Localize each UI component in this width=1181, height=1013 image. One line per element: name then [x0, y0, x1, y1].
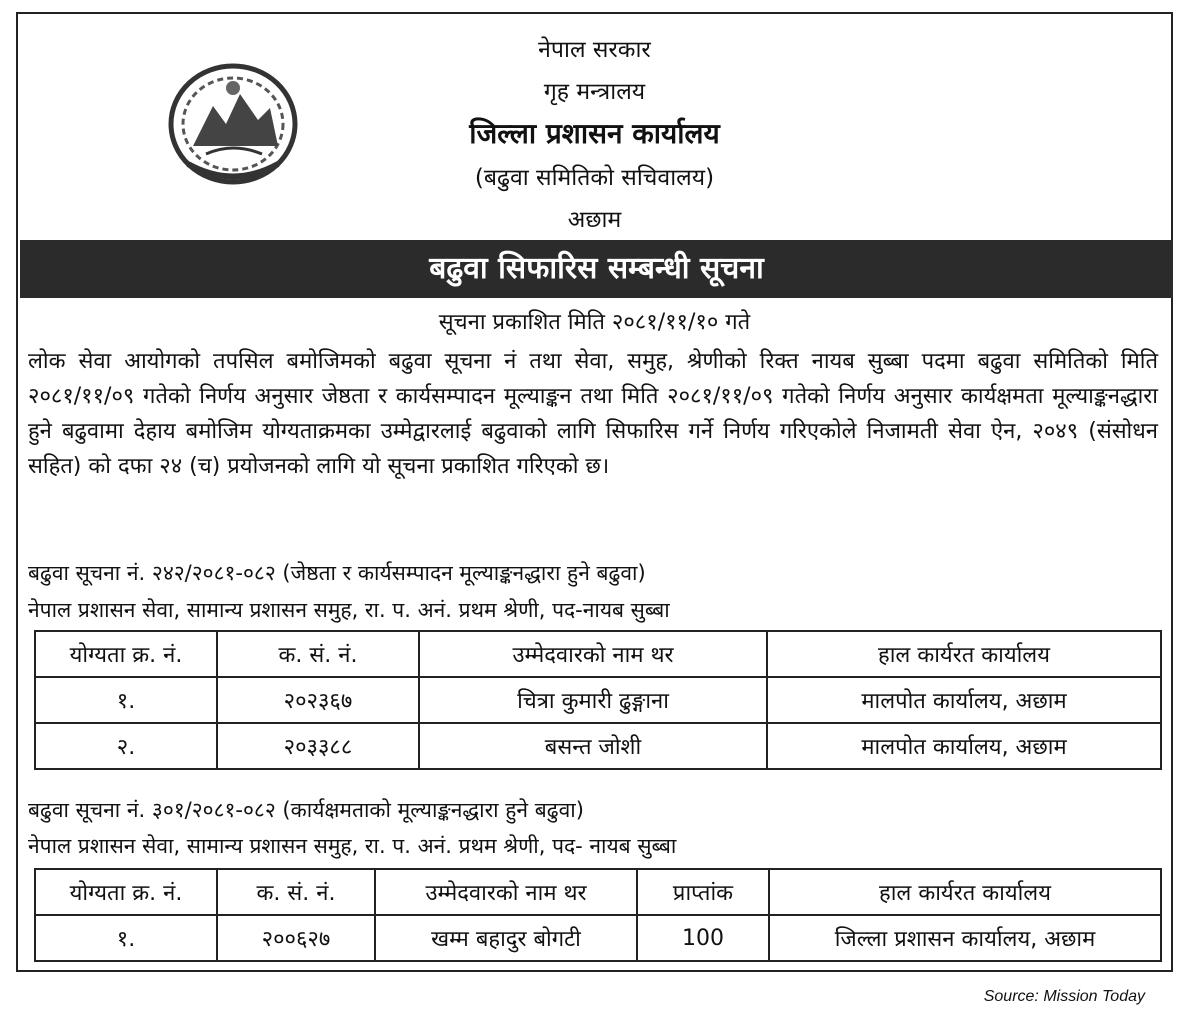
office-cell: मालपोत कार्यालय, अछाम [767, 723, 1161, 769]
source-credit: Source: Mission Today [983, 988, 1145, 1005]
column-header: योग्यता क्र. नं. [35, 631, 217, 677]
section2-notice-number: बढुवा सूचना नं. ३०१/२०८१-०८२ (कार्यक्षमताको मूल्याङ्कनद्धारा हुने बढुवा) [28, 798, 584, 822]
name-cell: खम्म बहादुर बोगटी [375, 915, 637, 961]
table-header-row [35, 631, 1161, 677]
government-heading: नेपाल सरकार [538, 37, 651, 63]
rank-cell: २. [35, 723, 217, 769]
ministry-heading: गृह मन्त्रालय [543, 79, 646, 105]
section1-notice-number: बढुवा सूचना नं. २४२/२०८१-०८२ (जेष्ठता र कार्यसम्पादन मूल्याङ्कनद्धारा हुने बढुवा) [28, 561, 646, 585]
table-row [35, 723, 1161, 769]
code-cell: २०२३६७ [217, 677, 419, 723]
publish-date: सूचना प्रकाशित मिति २०८१/११/१० गते [438, 310, 751, 335]
column-header: उम्मेदवारको नाम थर [375, 869, 637, 915]
column-header: प्राप्तांक [637, 869, 769, 915]
section2-table [34, 868, 1162, 962]
table-row [35, 915, 1161, 961]
section1-service-line: नेपाल प्रशासन सेवा, सामान्य प्रशासन समुह, रा. प. अनं. प्रथम श्रेणी, पद-नायब सुब्बा [28, 598, 670, 622]
notice-title-banner: बढुवा सिफारिस सम्बन्धी सूचना [20, 240, 1173, 298]
office-heading: जिल्ला प्रशासन कार्यालय [469, 117, 720, 150]
secretariat-heading: (बढुवा समितिको सचिवालय) [474, 165, 715, 191]
rank-cell: १. [35, 915, 217, 961]
column-header: क. सं. नं. [217, 869, 375, 915]
rank-cell: १. [35, 677, 217, 723]
table-row [35, 677, 1161, 723]
notice-document [16, 12, 1173, 972]
code-cell: २०३३८८ [217, 723, 419, 769]
column-header: हाल कार्यरत कार्यालय [767, 631, 1161, 677]
office-cell: जिल्ला प्रशासन कार्यालय, अछाम [769, 915, 1161, 961]
column-header: योग्यता क्र. नं. [35, 869, 217, 915]
column-header: क. सं. नं. [217, 631, 419, 677]
column-header: उम्मेदवारको नाम थर [419, 631, 767, 677]
section2-service-line: नेपाल प्रशासन सेवा, सामान्य प्रशासन समुह, रा. प. अनं. प्रथम श्रेणी, पद- नायब सुब्बा [28, 834, 677, 858]
name-cell: चित्रा कुमारी ढुङ्गाना [419, 677, 767, 723]
column-header: हाल कार्यरत कार्यालय [769, 869, 1161, 915]
name-cell: बसन्त जोशी [419, 723, 767, 769]
section1-table [34, 630, 1162, 770]
office-cell: मालपोत कार्यालय, अछाम [767, 677, 1161, 723]
district-heading: अछाम [567, 207, 622, 233]
table-header-row [35, 869, 1161, 915]
notice-paragraph: लोक सेवा आयोगको तपसिल बमोजिमको बढुवा सूचना नं तथा सेवा, समुह, श्रेणीको रिक्त नायब सुब्बा पदमा बढुवा समितिको मिति २०८१/११/०९ गतेको निर्णय अनुसार जेष्ठता र कार्यसम्पादन मूल्याङ्कन तथा मिति २०८१/११/०९ गतेको निर्णय अनुसार कार्यक्षमता मूल्याङ्कनद्धारा हुने बढुवामा देहाय बमोजिम योग्यताक्रमका उम्मेद्वारलाई बढुवाको लागि सिफारिस गर्ने निर्णय गरिएकोले निजामती सेवा ऐन, २०४९ (संसोधन सहित) को दफा २४ (च) प्रयोजनको लागि यो सूचना प्रकाशित गरिएको छ। [28, 349, 1158, 479]
code-cell: २००६२७ [217, 915, 375, 961]
score-cell: 100 [637, 915, 769, 961]
